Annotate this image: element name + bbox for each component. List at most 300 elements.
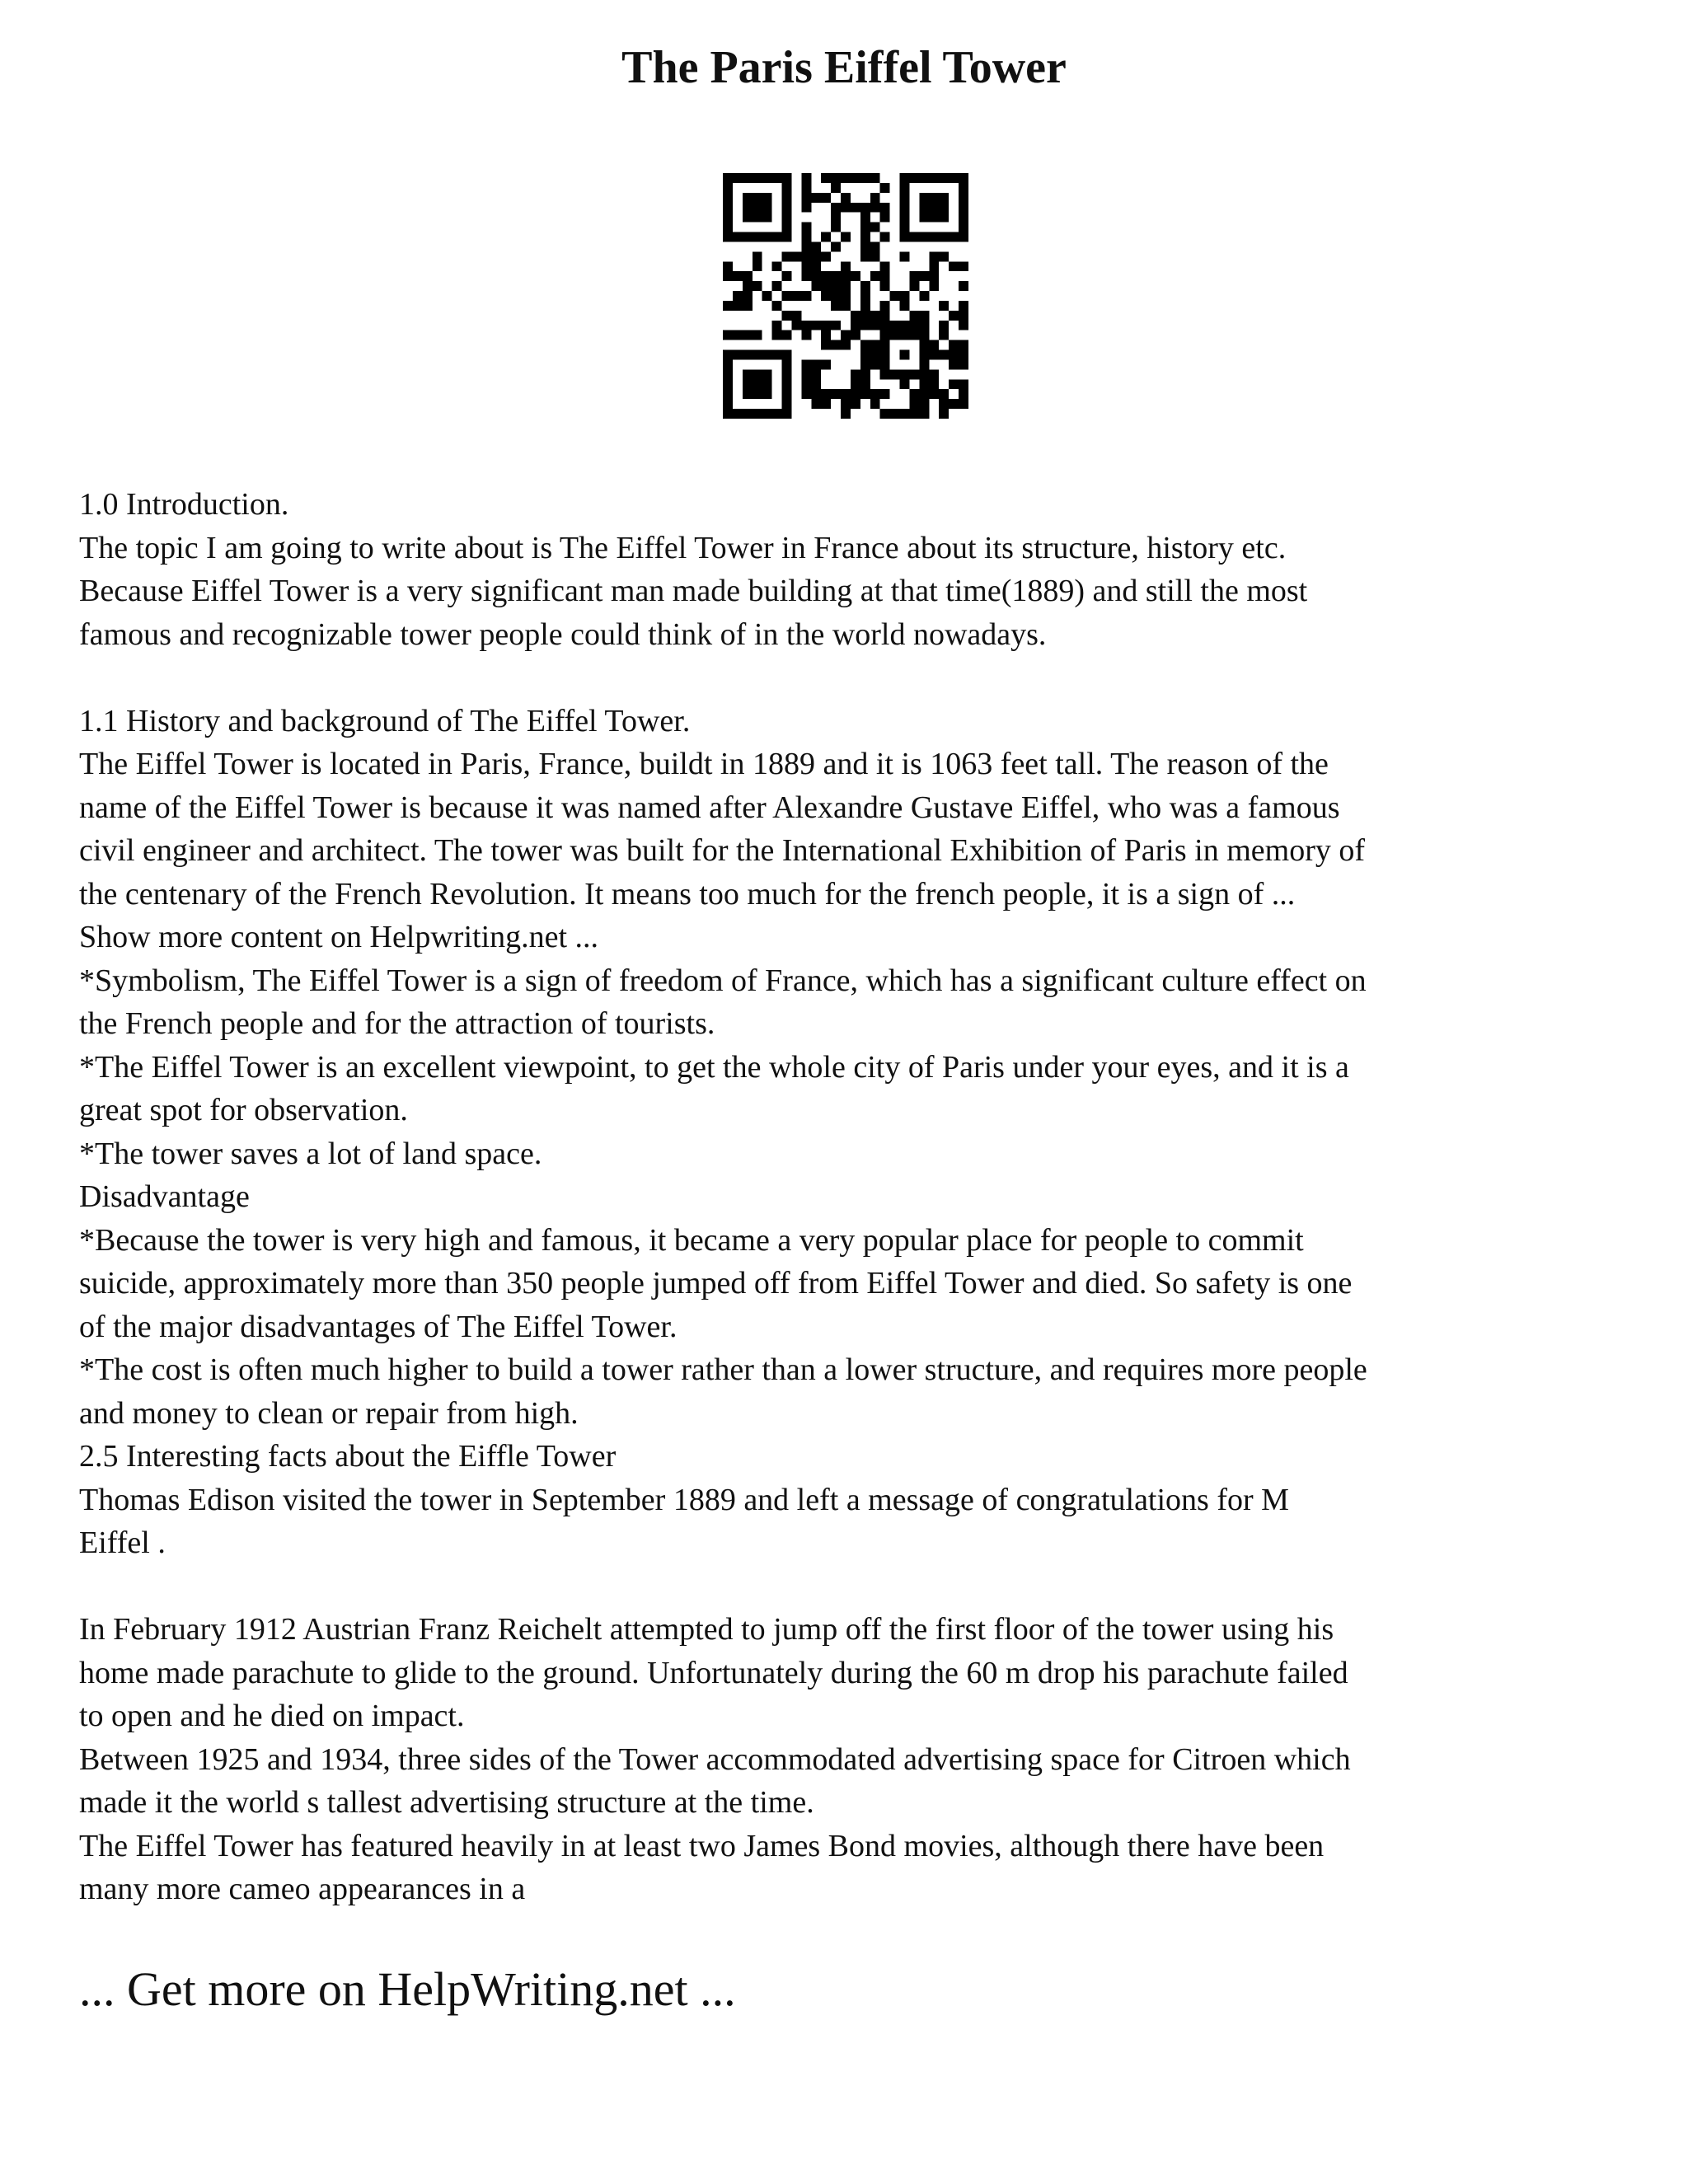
qr-module [772, 232, 782, 242]
qr-module [959, 223, 968, 232]
qr-module [939, 321, 949, 330]
qr-module [900, 203, 910, 213]
qr-module [762, 203, 772, 213]
qr-module [831, 241, 841, 251]
qr-module [890, 291, 900, 301]
qr-module [831, 389, 841, 399]
qr-module [743, 369, 753, 379]
qr-module [762, 232, 772, 242]
qr-module [860, 173, 870, 183]
qr-module [929, 389, 939, 399]
text-line: civil engineer and architect. The tower was built for the International Exhibition of Paris in memory of [79, 833, 1366, 868]
qr-module [929, 271, 939, 281]
qr-module [949, 232, 959, 242]
qr-module [870, 311, 880, 321]
qr-module [733, 409, 743, 419]
qr-module [723, 271, 733, 281]
text-line: great spot for observation. [79, 1093, 408, 1127]
qr-module [811, 251, 821, 261]
qr-module [723, 223, 733, 232]
qr-module [821, 321, 831, 330]
qr-module [743, 409, 753, 419]
qr-code [723, 173, 968, 419]
qr-module [949, 359, 959, 369]
qr-module [851, 311, 860, 321]
text-line: home made parachute to glide to the ground. Unfortunately during the 60 m drop his parachute failed [79, 1655, 1348, 1690]
qr-module [733, 330, 743, 340]
qr-module [959, 261, 968, 271]
qr-module [753, 173, 762, 183]
qr-module [801, 232, 811, 242]
qr-module [929, 213, 939, 223]
qr-module [753, 251, 762, 261]
qr-module [753, 193, 762, 203]
qr-module [860, 203, 870, 213]
qr-module [811, 359, 821, 369]
qr-module [801, 379, 811, 389]
qr-module [949, 399, 959, 409]
qr-module [860, 340, 870, 350]
qr-module [723, 232, 733, 242]
qr-module [782, 193, 792, 203]
qr-module [801, 291, 811, 301]
qr-module [870, 389, 880, 399]
qr-module [870, 359, 880, 369]
qr-module [723, 350, 733, 360]
qr-module [890, 321, 900, 330]
qr-module [860, 241, 870, 251]
qr-module [782, 350, 792, 360]
qr-module [821, 399, 831, 409]
qr-module [801, 183, 811, 193]
qr-module [949, 379, 959, 389]
text-line: The topic I am going to write about is The Eiffel Tower in France about its structure, history etc. [79, 530, 1287, 565]
qr-module [939, 301, 949, 311]
qr-module [811, 321, 821, 330]
qr-module [909, 409, 919, 419]
qr-module [762, 213, 772, 223]
qr-module [959, 281, 968, 291]
qr-module [959, 213, 968, 223]
qr-module [919, 271, 929, 281]
qr-module [909, 271, 919, 281]
qr-module [851, 173, 860, 183]
qr-module [821, 193, 831, 203]
qr-module [791, 321, 801, 330]
qr-module [959, 311, 968, 321]
qr-module [723, 213, 733, 223]
qr-module [782, 251, 792, 261]
qr-module [801, 359, 811, 369]
qr-module [860, 359, 870, 369]
qr-module [841, 281, 851, 291]
text-line: In February 1912 Austrian Franz Reichelt attempted to jump off the first floor of the tower using his [79, 1612, 1334, 1647]
qr-module [841, 340, 851, 350]
qr-module [959, 321, 968, 330]
qr-module [782, 379, 792, 389]
qr-module [753, 261, 762, 271]
qr-module [831, 321, 841, 330]
qr-module [782, 399, 792, 409]
qr-module [909, 399, 919, 409]
qr-module [959, 399, 968, 409]
qr-module [753, 213, 762, 223]
qr-module [919, 232, 929, 242]
qr-module [909, 330, 919, 340]
qr-module [782, 369, 792, 379]
qr-module [900, 223, 910, 232]
qr-module [860, 232, 870, 242]
qr-module [860, 389, 870, 399]
qr-module [880, 389, 890, 399]
qr-module [801, 173, 811, 183]
qr-module [723, 359, 733, 369]
qr-module [801, 193, 811, 203]
qr-module [801, 321, 811, 330]
qr-module [880, 232, 890, 242]
qr-module [743, 379, 753, 389]
qr-module [900, 330, 910, 340]
text-line: Between 1925 and 1934, three sides of the Tower accommodated advertising space for Citroen which [79, 1741, 1351, 1777]
qr-module [919, 409, 929, 419]
blank-line [79, 1565, 1629, 1609]
qr-module [831, 173, 841, 183]
qr-module [959, 203, 968, 213]
qr-module [782, 203, 792, 213]
qr-module [900, 379, 910, 389]
text-line: *The Eiffel Tower is an excellent viewpoint, to get the whole city of Paris under your eyes, and it is a [79, 1049, 1349, 1085]
qr-module [782, 291, 792, 301]
qr-module [821, 389, 831, 399]
qr-module [821, 340, 831, 350]
qr-module [919, 291, 929, 301]
qr-module [821, 281, 831, 291]
qr-module [900, 232, 910, 242]
qr-module [851, 321, 860, 330]
qr-module [733, 173, 743, 183]
qr-module [743, 232, 753, 242]
text-line: Disadvantage [79, 1179, 250, 1214]
qr-module [762, 291, 772, 301]
qr-module [860, 291, 870, 301]
qr-module [733, 232, 743, 242]
qr-module [949, 173, 959, 183]
qr-module [801, 389, 811, 399]
qr-module [743, 281, 753, 291]
qr-module [959, 232, 968, 242]
qr-module [753, 350, 762, 360]
qr-module [851, 203, 860, 213]
qr-module [831, 213, 841, 223]
qr-module [821, 251, 831, 261]
qr-module [929, 281, 939, 291]
qr-module [939, 193, 949, 203]
qr-module [860, 311, 870, 321]
text-line: made it the world s tallest advertising structure at the time. [79, 1785, 814, 1820]
qr-module [782, 183, 792, 193]
qr-module [753, 379, 762, 389]
qr-module [743, 173, 753, 183]
text-line: of the major disadvantages of The Eiffel Tower. [79, 1309, 678, 1344]
qr-module [762, 173, 772, 183]
qr-module [909, 173, 919, 183]
qr-module [929, 203, 939, 213]
qr-module [841, 409, 851, 419]
qr-module [919, 340, 929, 350]
qr-module [811, 241, 821, 251]
qr-module [821, 330, 831, 340]
qr-module [919, 369, 929, 379]
qr-module [880, 369, 890, 379]
qr-module [733, 291, 743, 301]
qr-module [841, 301, 851, 311]
qr-module [870, 241, 880, 251]
qr-module [782, 389, 792, 399]
text-line: to open and he died on impact. [79, 1699, 465, 1733]
qr-module [772, 409, 782, 419]
qr-module [753, 330, 762, 340]
qr-module [831, 223, 841, 232]
qr-module [801, 203, 811, 213]
qr-module [880, 281, 890, 291]
qr-module [939, 251, 949, 261]
qr-module [841, 271, 851, 281]
qr-module [860, 301, 870, 311]
qr-module [791, 291, 801, 301]
qr-module [949, 261, 959, 271]
qr-module [772, 330, 782, 340]
qr-module [743, 271, 753, 281]
qr-module [723, 183, 733, 193]
qr-module [811, 369, 821, 379]
qr-module [959, 379, 968, 389]
qr-module [851, 379, 860, 389]
qr-module [939, 389, 949, 399]
show-more-link[interactable]: Show more content on Helpwriting.net ... [79, 920, 599, 954]
qr-module [791, 311, 801, 321]
qr-module [880, 330, 890, 340]
text-line: *The tower saves a lot of land space. [79, 1136, 542, 1171]
qr-module [723, 173, 733, 183]
qr-module [959, 173, 968, 183]
qr-module [723, 389, 733, 399]
text-line: 2.5 Interesting facts about the Eiffle Tower [79, 1439, 617, 1474]
qr-module [919, 203, 929, 213]
qr-module [929, 193, 939, 203]
qr-module [851, 271, 860, 281]
qr-module [801, 271, 811, 281]
qr-module [821, 291, 831, 301]
qr-code-graphic [723, 173, 968, 419]
qr-module [890, 369, 900, 379]
qr-module [743, 193, 753, 203]
qr-module [753, 203, 762, 213]
qr-module [782, 359, 792, 369]
qr-module [870, 271, 880, 281]
qr-module [939, 203, 949, 213]
qr-module [949, 311, 959, 321]
qr-module [900, 183, 910, 193]
qr-module [801, 251, 811, 261]
qr-module [733, 301, 743, 311]
qr-module [919, 193, 929, 203]
qr-module [841, 232, 851, 242]
qr-module [743, 350, 753, 360]
qr-module [831, 291, 841, 301]
qr-module [860, 213, 870, 223]
qr-module [811, 389, 821, 399]
text-line: The Eiffel Tower is located in Paris, France, buildt in 1889 and it is 1063 feet tall. The reason of the [79, 747, 1329, 781]
qr-module [890, 330, 900, 340]
qr-module [900, 409, 910, 419]
qr-module [929, 340, 939, 350]
qr-module [880, 203, 890, 213]
qr-module [919, 311, 929, 321]
qr-module [909, 389, 919, 399]
qr-module [791, 251, 801, 261]
qr-module [811, 193, 821, 203]
qr-module [870, 173, 880, 183]
qr-module [782, 271, 792, 281]
qr-module [723, 193, 733, 203]
qr-module [939, 213, 949, 223]
qr-module [959, 359, 968, 369]
qr-module [880, 359, 890, 369]
text-line: Eiffel . [79, 1526, 166, 1560]
qr-module [919, 321, 929, 330]
qr-module [880, 321, 890, 330]
qr-module [831, 183, 841, 193]
qr-module [929, 251, 939, 261]
qr-module [959, 340, 968, 350]
qr-module [880, 409, 890, 419]
qr-module [870, 340, 880, 350]
qr-module [939, 232, 949, 242]
qr-module [811, 271, 821, 281]
qr-module [880, 301, 890, 311]
qr-module [939, 173, 949, 183]
qr-module [880, 271, 890, 281]
qr-module [801, 261, 811, 271]
qr-module [851, 330, 860, 340]
qr-module [831, 301, 841, 311]
qr-module [772, 281, 782, 291]
qr-module [900, 213, 910, 223]
qr-module [772, 173, 782, 183]
qr-module [860, 350, 870, 360]
qr-module [860, 369, 870, 379]
qr-module [782, 232, 792, 242]
qr-module [860, 223, 870, 232]
qr-module [880, 213, 890, 223]
text-line: and money to clean or repair from high. [79, 1395, 579, 1431]
qr-module [880, 340, 890, 350]
blank-line [79, 656, 1629, 700]
qr-module [801, 369, 811, 379]
qr-module [909, 369, 919, 379]
qr-module [782, 173, 792, 183]
get-more-link[interactable]: ... Get more on HelpWriting.net ... [79, 1962, 736, 2016]
qr-module [870, 399, 880, 409]
text-line: famous and recognizable tower people could think of in the world nowadays. [79, 616, 1047, 652]
qr-module [870, 223, 880, 232]
qr-module [900, 321, 910, 330]
qr-module [772, 321, 782, 330]
qr-module [811, 399, 821, 409]
qr-module [929, 261, 939, 271]
qr-module [831, 203, 841, 213]
qr-module [743, 330, 753, 340]
qr-module [939, 330, 949, 340]
text-line: *The cost is often much higher to build a tower rather than a lower structure, and requires more people [79, 1352, 1367, 1387]
text-line: *Symbolism, The Eiffel Tower is a sign of freedom of France, which has a significant culture effect on [79, 963, 1367, 998]
qr-module [860, 379, 870, 389]
qr-module [723, 399, 733, 409]
qr-module [919, 213, 929, 223]
text-line: many more cameo appearances in a [79, 1872, 526, 1906]
qr-module [919, 359, 929, 369]
qr-module [723, 330, 733, 340]
qr-module [762, 193, 772, 203]
qr-module [909, 281, 919, 291]
qr-module [890, 409, 900, 419]
qr-module [821, 359, 831, 369]
qr-module [900, 291, 910, 301]
qr-module [753, 232, 762, 242]
qr-module [782, 409, 792, 419]
qr-module [851, 399, 860, 409]
qr-module [870, 203, 880, 213]
text-line: name of the Eiffel Tower is because it was named after Alexandre Gustave Eiffel, who was a famous [79, 790, 1340, 825]
qr-module [743, 203, 753, 213]
qr-module [851, 369, 860, 379]
qr-module [949, 340, 959, 350]
qr-module [811, 281, 821, 291]
qr-module [841, 203, 851, 213]
qr-module [801, 241, 811, 251]
qr-module [743, 389, 753, 399]
qr-module [762, 389, 772, 399]
qr-module [811, 261, 821, 271]
qr-module [782, 223, 792, 232]
qr-module [870, 350, 880, 360]
qr-module [762, 409, 772, 419]
qr-module [959, 193, 968, 203]
qr-module [841, 330, 851, 340]
qr-module [772, 301, 782, 311]
qr-module [959, 350, 968, 360]
qr-module [880, 311, 890, 321]
qr-module [841, 261, 851, 271]
qr-module [811, 379, 821, 389]
qr-module [733, 350, 743, 360]
qr-module [959, 301, 968, 311]
qr-module [733, 271, 743, 281]
qr-module [723, 261, 733, 271]
qr-module [821, 173, 831, 183]
qr-module [753, 369, 762, 379]
qr-module [860, 281, 870, 291]
qr-module [919, 389, 929, 399]
qr-module [801, 330, 811, 340]
qr-module [880, 350, 890, 360]
qr-module [900, 369, 910, 379]
qr-module [831, 271, 841, 281]
qr-module [870, 251, 880, 261]
qr-module [723, 301, 733, 311]
qr-module [762, 379, 772, 389]
qr-module [959, 389, 968, 399]
